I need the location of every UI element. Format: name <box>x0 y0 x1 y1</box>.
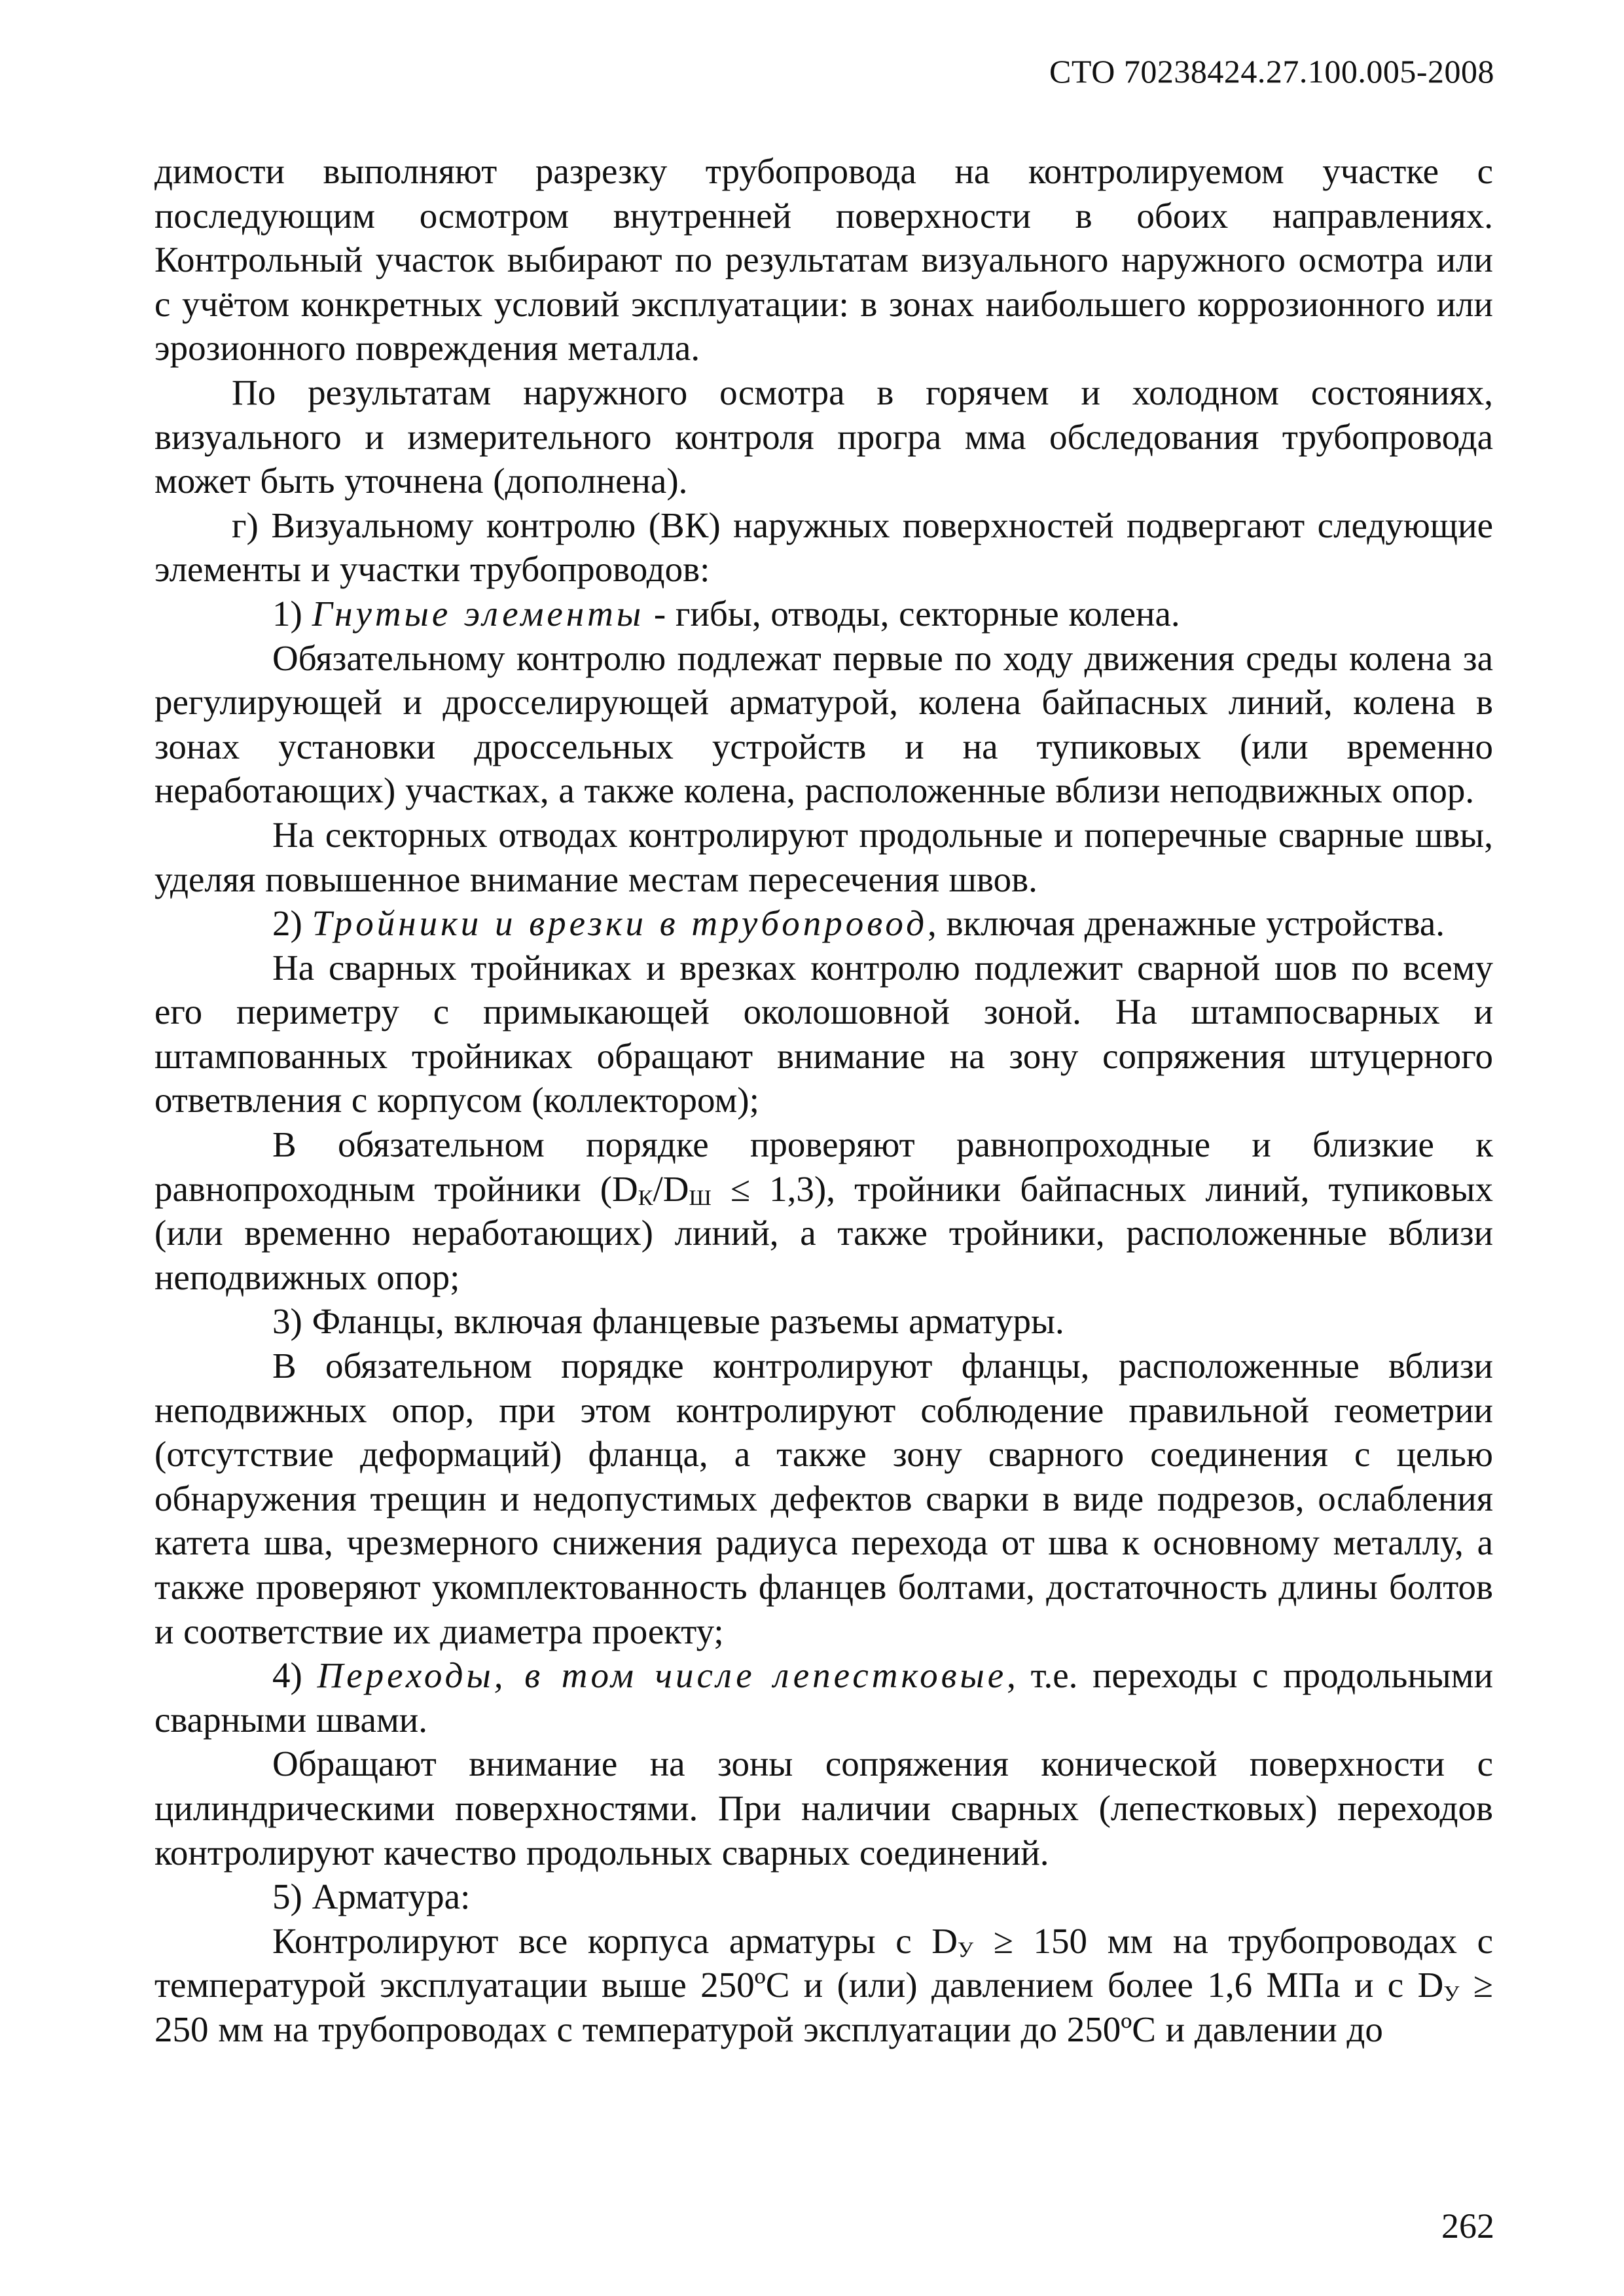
paragraph-with-formula <box>154 1122 1493 1299</box>
text-run: ≤ 1,3), тройники байпасных линий, тупиковых (или временно неработающих) линий, а также тройники, расположенные вблизи неподвижных опор; <box>154 1168 1493 1297</box>
list-item-title: Тройники и врезки в трубопровод <box>312 903 928 944</box>
text-run: ≥ 250 мм на трубопроводах с температурой эксплуатации до 250ºС и давлении до <box>154 1965 1493 2049</box>
page-body <box>154 149 1493 2052</box>
list-item-title: Гнутые элементы <box>312 593 645 634</box>
list-item-transitions <box>154 1653 1493 1742</box>
list-item-bent-elements <box>154 592 1493 636</box>
text-run: /D <box>653 1168 689 1209</box>
paragraph: По результатам наружного осмотра в горячем и холодном состояниях, визуального и измерительного контроля програ мма обследования трубопровода может быть уточнена (дополнена). <box>154 372 1493 501</box>
subscript: К <box>638 1185 653 1210</box>
list-item-tees <box>154 901 1493 946</box>
subscript: У <box>957 1937 974 1962</box>
page-number: 262 <box>1441 2206 1494 2246</box>
list-item-number: 1) <box>272 593 302 634</box>
document-code-header: СТО 70238424.27.100.005-2008 <box>1049 53 1494 90</box>
subscript: Ш <box>689 1185 712 1210</box>
paragraph: димости выполняют разрезку трубопровода на контролируемом участке с последующим осмотром внутренней поверхности в обоих направлениях. Контрольный участок выбирают по результатам визуального наружного осмотра или с учётом конкретных условий эксплуатации: в зонах наибольшего коррозионного или эрозионного повреждения металла. <box>154 151 1493 368</box>
paragraph: На секторных отводах контролируют продольные и поперечные сварные швы, уделяя повышенное внимание местам пересечения швов. <box>154 814 1493 899</box>
list-item-flanges: 3) Фланцы, включая фланцевые разъемы арматуры. <box>272 1301 1064 1342</box>
paragraph: г) Визуальному контролю (ВК) наружных поверхностей подвергают следующие элементы и участки трубопроводов: <box>154 505 1493 590</box>
subscript: У <box>1443 1982 1460 2007</box>
text-run: Контролируют все корпуса арматуры с D <box>272 1920 958 1961</box>
paragraph: Обязательному контролю подлежат первые по ходу движения среды колена за регулирующей и дросселирующей арматурой, колена байпасных линий, колена в зонах установки дроссельных устройств и на тупиковых (или временно неработающих) участках, а также колена, расположенные вблизи неподвижных опор. <box>154 637 1493 811</box>
text-run: ≥ 150 мм на трубопроводах с температурой эксплуатации выше 250ºС и (или) давлением более 1,6 МПа и с D <box>154 1920 1493 2005</box>
list-item-number: 4) <box>272 1655 302 1696</box>
list-item-number: 2) <box>272 903 302 944</box>
list-item-text: - гибы, отводы, секторные колена. <box>644 593 1180 634</box>
list-item-valves: 5) Арматура: <box>272 1876 471 1917</box>
paragraph: На сварных тройниках и врезках контролю подлежит сварной шов по всему его периметру с примыкающей околошовной зоной. На штампосварных и штампованных тройниках обращают внимание на зону сопряжения штуцерного ответвления с корпусом (коллектором); <box>154 947 1493 1121</box>
text-run: В обязательном порядке проверяют равнопроходные и близкие к равнопроходным тройники (D <box>154 1124 1493 1209</box>
list-item-text: , включая дренажные устройства. <box>928 903 1445 944</box>
paragraph: Обращают внимание на зоны сопряжения конической поверхности с цилиндрическими поверхностями. При наличии сварных (лепестковых) переходов контролируют качество продольных сварных соединений. <box>154 1744 1493 1873</box>
list-item-title: Переходы, в том числе лепестковые <box>317 1655 1007 1696</box>
list-item-text: , т.е. переходы с продольными сварными швами. <box>154 1655 1494 1740</box>
paragraph-with-formula <box>154 1919 1493 2052</box>
paragraph: В обязательном порядке контролируют фланцы, расположенные вблизи неподвижных опор, при этом контролируют соблюдение правильной геометрии (отсутствие деформаций) фланца, а также зону сварного соединения с целью обнаружения трещин и недопустимых дефектов сварки в виде подрезов, ослабления катета шва, чрезмерного снижения радиуса перехода от шва к основному металлу, а также проверяют укомплектованность фланцев болтами, достаточность длины болтов и соответствие их диаметра проекту; <box>154 1346 1493 1651</box>
